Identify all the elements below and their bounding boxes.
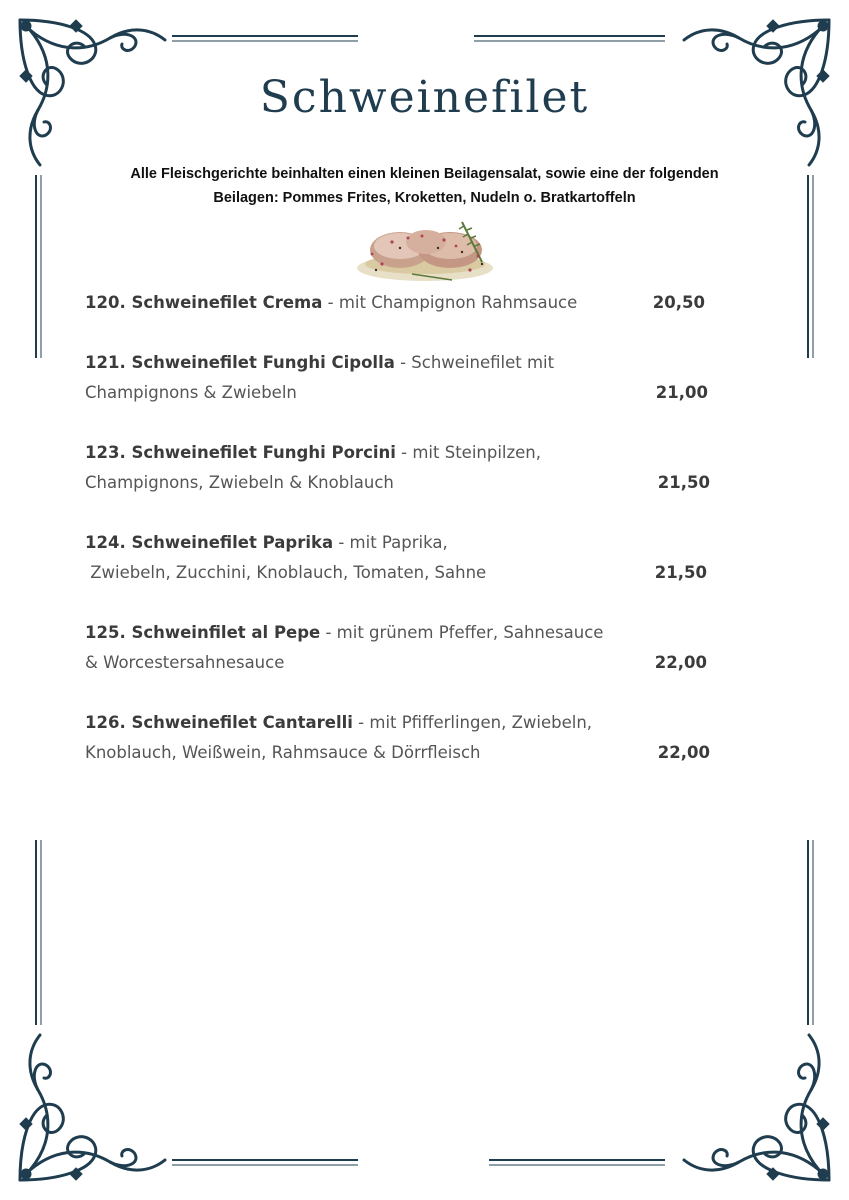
menu-item-name: 123. Schweinefilet Funghi Porcini [85,443,396,462]
menu-item-123 [85,438,725,498]
menu-item-description-cont: Champignons, Zwiebeln & Knoblauch [85,473,394,492]
menu-item-name: 126. Schweinefilet Cantarelli [85,713,353,732]
pork-fillet-photo [352,212,498,284]
menu-item-description: - mit grünem Pfeffer, Sahnesauce [320,623,604,642]
menu-item-price: 20,50 [652,293,705,312]
menu-item-text [85,438,725,468]
menu-item-name: 121. Schweinefilet Funghi Cipolla [85,353,395,372]
menu-item-price: 21,50 [657,473,710,492]
menu-item-124 [85,528,725,588]
menu-item-text [85,528,725,558]
menu-item-description: - mit Paprika, [333,533,448,552]
menu-item-price: 22,00 [654,653,707,672]
side-dish-note [100,162,749,210]
side-dish-note-line-2: Beilagen: Pommes Frites, Kroketten, Nudeln o. Bratkartoffeln [213,190,636,206]
menu-item-120 [85,288,725,318]
menu-item-name: 125. Schweinfilet al Pepe [85,623,321,642]
menu-item-name: 120. Schweinefilet Crema [85,293,323,312]
menu-item-name: 124. Schweinefilet Paprika [85,533,334,552]
menu-item-price: 22,00 [657,743,710,762]
menu-item-description: - mit Champignon Rahmsauce [322,293,578,312]
menu-item-121 [85,348,725,408]
menu-item-price: 21,00 [655,383,708,402]
menu-item-description-cont: Zwiebeln, Zucchini, Knoblauch, Tomaten, Sahne [85,563,487,582]
menu-item-description: - mit Pfifferlingen, Zwiebeln, [352,713,593,732]
menu-item-description-cont: & Worcestersahnesauce [85,653,285,672]
menu-item-126 [85,708,725,768]
menu-item-description: - mit Steinpilzen, [395,443,542,462]
menu-item-text [85,618,725,648]
side-dish-note-line-1: Alle Fleischgerichte beinhalten einen kleinen Beilagensalat, sowie eine der folgenden [130,166,719,182]
menu-item-price: 21,50 [654,563,707,582]
page-title: Schweinefilet [259,72,590,123]
menu-item-description-cont: Champignons & Zwiebeln [85,383,297,402]
menu-item-description: - Schweinefilet mit [394,353,555,372]
menu-item-description-cont: Knoblauch, Weißwein, Rahmsauce & Dörrfleisch [85,743,481,762]
menu-item-text [85,708,725,738]
menu-item-text [85,288,725,318]
menu-item-125 [85,618,725,678]
menu-item-text [85,348,725,378]
